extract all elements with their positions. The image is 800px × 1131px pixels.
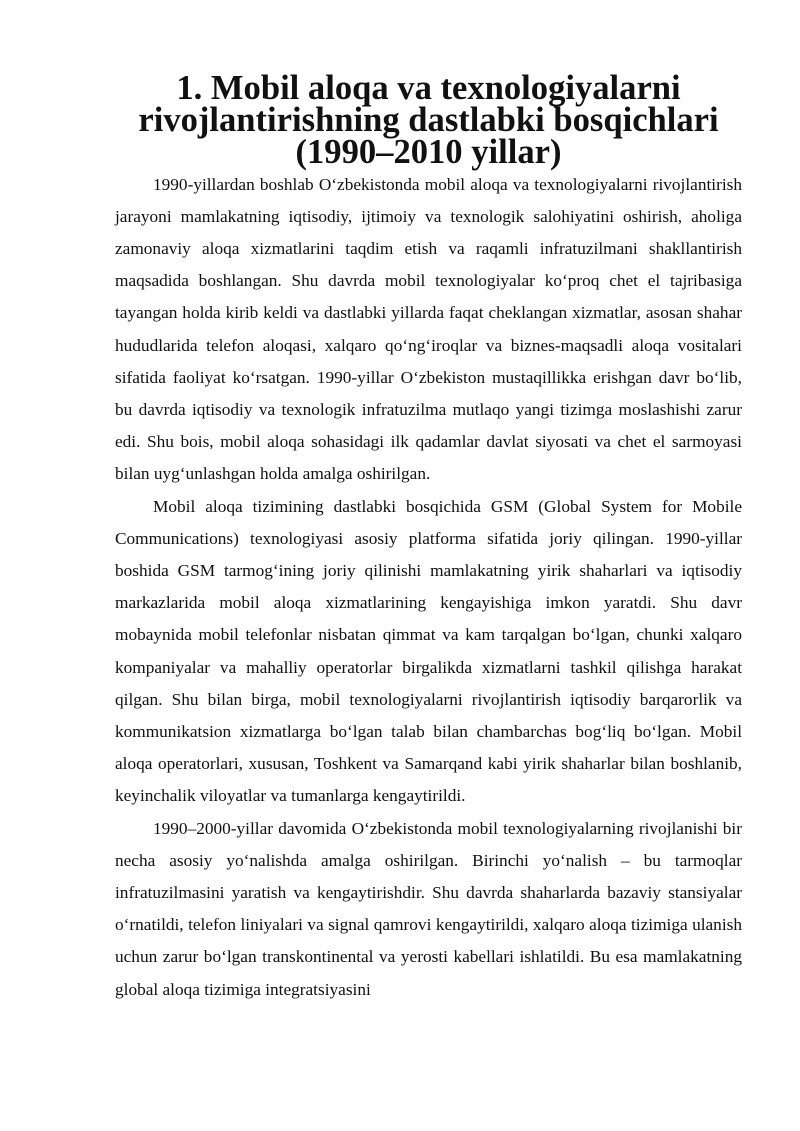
paragraph-2: Mobil aloqa tizimining dastlabki bosqichida GSM (Global System for Mobile Communications) texnologiyasi asosiy platforma sifatida joriy qilingan. 1990-yillar boshida GSM tarmog‘ining joriy qilinishi mamlakatning yirik shaharlari va iqtisodiy markazlarida mobil aloqa xizmatlarining kengayishiga imkon yaratdi. Shu davr mobaynida mobil telefonlar nisbatan qimmat va kam tarqalgan bo‘lgan, chunki xalqaro kompaniyalar va mahalliy operatorlar birgalikda xizmatlarni tashkil qilishga harakat qilgan. Shu bilan birga, mobil texnologiyalarni rivojlantirish iqtisodiy barqarorlik va kommunikatsion xizmatlarga bo‘lgan talab bilan chambarchas bog‘liq bo‘lgan. Mobil aloqa operatorlari, xususan, Toshkent va Samarqand kabi yirik shaharlar bilan boshlanib, keyinchalik viloyatlar va tumanlarga kengaytirildi. (115, 496, 742, 806)
paragraph-3: 1990–2000-yillar davomida O‘zbekistonda mobil texnologiyalarning rivojlanishi bir necha asosiy yo‘nalishda amalga oshirilgan. Birinchi yo‘nalish – bu tarmoqlar infratuzilmasini yaratish va kengaytirishdir. Shu davrda shaharlarda bazaviy stansiyalar o‘rnatildi, telefon liniyalari va signal qamrovi kengaytirildi, xalqaro aloqa tizimiga ulanish uchun zarur bo‘lgan transkontinental va yerosti kabellari ishlatildi. Bu esa mamlakatning global aloqa tizimiga integratsiyasini (115, 818, 742, 999)
document-body (115, 69, 742, 1006)
section-heading-line-2: (1990–2010 yillar) (295, 133, 562, 172)
section-heading-line-1: 1. Mobil aloqa va texnologiyalarni rivojlantirishning dastlabki bosqichlari (138, 69, 719, 140)
paragraph-1: 1990-yillardan boshlab O‘zbekistonda mobil aloqa va texnologiyalarni rivojlantirish jarayoni mamlakatning iqtisodiy, ijtimoiy va texnologik salohiyatini oshirish, aholiga zamonaviy aloqa xizmatlarini taqdim etish va raqamli infratuzilmani shakllantirish maqsadida boshlangan. Shu davrda mobil texnologiyalar ko‘proq chet el tajribasiga tayangan holda kirib keldi va dastlabki yillarda faqat cheklangan xizmatlar, asosan shahar hududlarida telefon aloqasi, xalqaro qo‘ng‘iroqlar va biznes-maqsadli aloqa vositalari sifatida faoliyat ko‘rsatgan. 1990-yillar O‘zbekiston mustaqillikka erishgan davr bo‘lib, bu davrda iqtisodiy va texnologik infratuzilma mutlaqo yangi tizimga moslashishi zarur edi. Shu bois, mobil aloqa sohasidagi ilk qadamlar davlat siyosati va chet el sarmoyasi bilan uyg‘unlashgan holda amalga oshirilgan. (115, 174, 742, 484)
section-heading (115, 69, 742, 172)
